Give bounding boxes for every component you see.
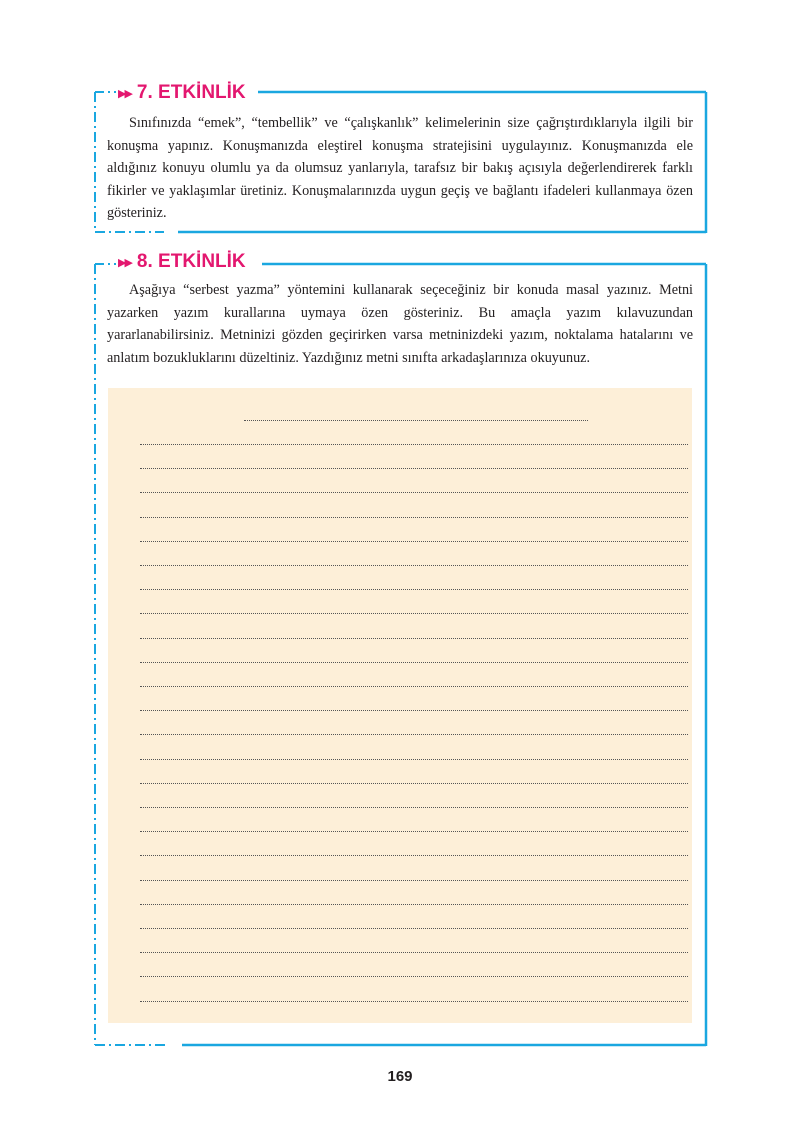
- writing-line[interactable]: [140, 734, 688, 735]
- activity-7-title: 7. ETKİNLİK: [136, 82, 246, 103]
- writing-line[interactable]: [140, 831, 688, 832]
- title-writing-line[interactable]: [244, 420, 588, 421]
- writing-line[interactable]: [140, 1001, 688, 1002]
- writing-line[interactable]: [140, 613, 688, 614]
- writing-line[interactable]: [140, 517, 688, 518]
- activity-8-header: [116, 251, 250, 273]
- writing-line[interactable]: [140, 928, 688, 929]
- writing-area[interactable]: [108, 388, 692, 1023]
- writing-line[interactable]: [140, 565, 688, 566]
- writing-line[interactable]: [140, 880, 688, 881]
- writing-line[interactable]: [140, 904, 688, 905]
- writing-line[interactable]: [140, 444, 688, 445]
- writing-line[interactable]: [140, 686, 688, 687]
- activity-7-section: [94, 82, 708, 234]
- activity-8-title: 8. ETKİNLİK: [136, 251, 246, 272]
- writing-line[interactable]: [140, 976, 688, 977]
- writing-line[interactable]: [140, 807, 688, 808]
- activity-7-header: [116, 82, 250, 104]
- writing-line[interactable]: [140, 638, 688, 639]
- writing-line[interactable]: [140, 492, 688, 493]
- writing-line[interactable]: [140, 468, 688, 469]
- activity-8-section: [94, 251, 708, 1047]
- writing-line[interactable]: [140, 589, 688, 590]
- double-arrow-icon: ▶▶: [118, 86, 131, 100]
- writing-line[interactable]: [140, 710, 688, 711]
- activity-7-instructions: Sınıfınızda “emek”, “tembellik” ve “çalışkanlık” kelimelerinin size çağrıştırdıklarıyla ilgili bir konuşma yapınız. Konuşmanızda eleştirel konuşma stratejisini uygulayınız. Konuşmanızda ele aldığınız konuyu olumlu ya da olumsuz yanlarıyla, tarafsız bir bakış açısıyla değerlendirerek farklı fikirler ve yaklaşımlar üretiniz. Konuşmalarınızda uygun geçiş ve bağlantı ifadeleri kullanmaya özen gösteriniz.: [107, 115, 693, 222]
- double-arrow-icon: ▶▶: [118, 255, 131, 269]
- writing-line[interactable]: [140, 662, 688, 663]
- writing-line[interactable]: [140, 952, 688, 953]
- writing-line[interactable]: [140, 855, 688, 856]
- writing-line[interactable]: [140, 783, 688, 784]
- writing-line[interactable]: [140, 759, 688, 760]
- writing-line[interactable]: [140, 541, 688, 542]
- activity-8-instructions: Aşağıya “serbest yazma” yöntemini kullanarak seçeceğiniz bir konuda masal yazınız. Metni yazarken yazım kurallarına uymaya özen gösteriniz. Bu amaçla yazım kılavuzundan yararlanabilirsiniz. Metninizi gözden geçirirken varsa metninizdeki yazım, noktalama hatalarını ve anlatım bozukluklarını düzeltiniz. Yazdığınız metni sınıfta arkadaşlarınıza okuyunuz.: [107, 282, 693, 366]
- page-number: 169: [387, 1068, 413, 1085]
